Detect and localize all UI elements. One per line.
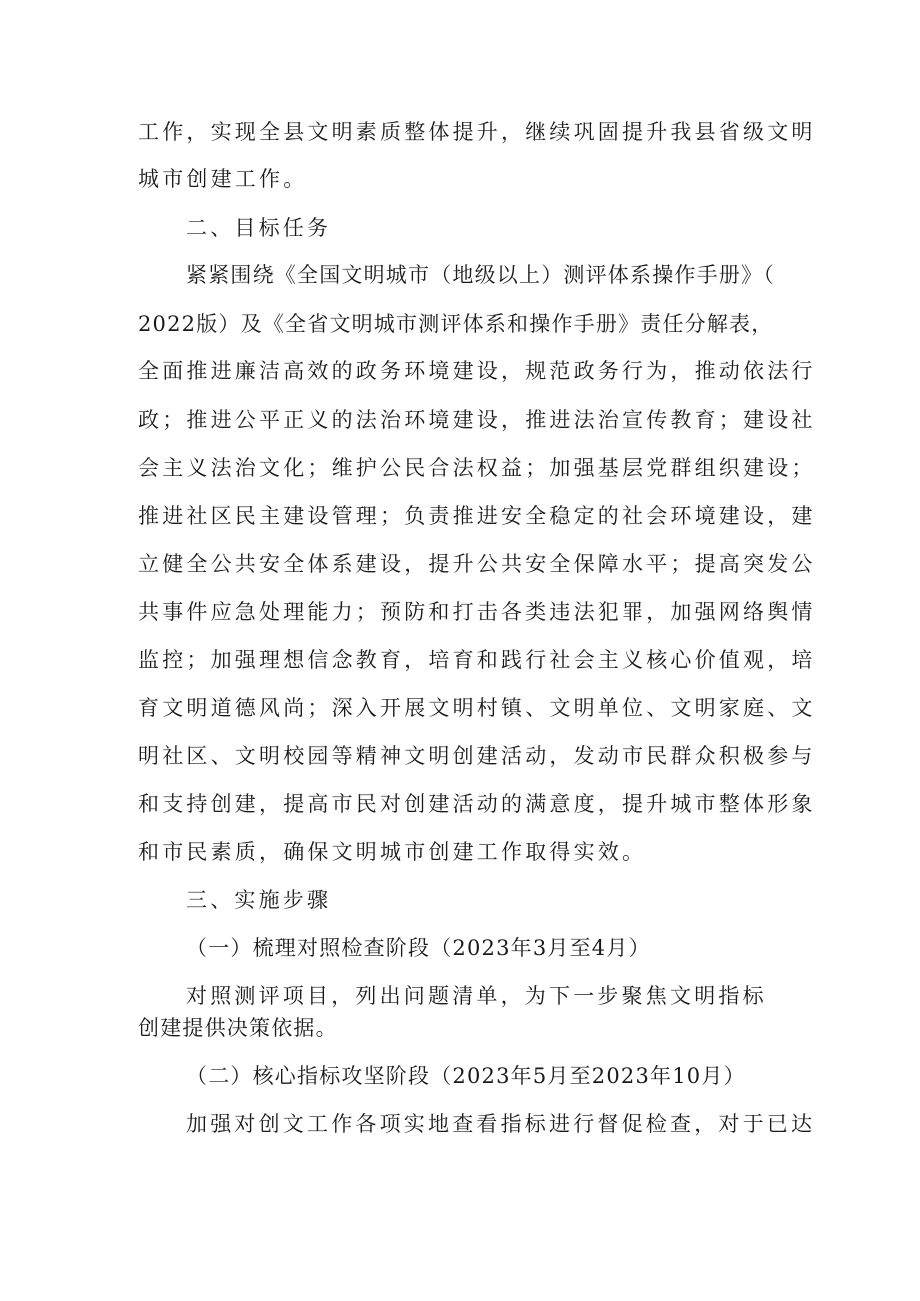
paragraph-line: 政；推进公平正义的法治环境建设，推进法治宣传教育；建设社 xyxy=(138,408,816,432)
paragraph-line: 工作，实现全县文明素质整体提升，继续巩固提升我县省级文明 xyxy=(138,120,816,144)
paragraph-line: 共事件应急处理能力；预防和打击各类违法犯罪，加强网络舆情 xyxy=(138,600,816,624)
paragraph-line: 全面推进廉洁高效的政务环境建设，规范政务行为，推动依法行 xyxy=(138,359,816,383)
paragraph-line: 和支持创建，提高市民对创建活动的满意度，提升城市整体形象 xyxy=(138,792,816,816)
paragraph-line: 和市民素质，确保文明城市创建工作取得实效。 xyxy=(138,840,647,864)
paragraph-line: 紧紧围绕《全国文明城市（地级以上）测评体系操作手册》（ xyxy=(186,263,775,287)
section-heading-goals: 二、目标任务 xyxy=(186,216,332,240)
section-heading-steps: 三、实施步骤 xyxy=(186,888,332,912)
paragraph-line: 明社区、文明校园等精神文明创建活动，发动市民群众积极参与 xyxy=(138,744,816,768)
paragraph-line: 对照测评项目，列出问题清单，为下一步聚焦文明指标 xyxy=(186,984,767,1008)
paragraph-line: 会主义法治文化；维护公民合法权益；加强基层党群组织建设； xyxy=(138,456,816,480)
paragraph-line: 育文明道德风尚；深入开展文明村镇、文明单位、文明家庭、文 xyxy=(138,696,816,720)
subsection-heading-core: （二）核心指标攻坚阶段（2023年5月至2023年10月） xyxy=(186,1064,746,1088)
paragraph-line: 城市创建工作。 xyxy=(138,167,308,191)
paragraph-line: 立健全公共安全体系建设，提升公共安全保障水平；提高突发公 xyxy=(138,552,816,576)
paragraph-line: 监控；加强理想信念教育，培育和践行社会主义核心价值观，培 xyxy=(138,648,816,672)
paragraph-line: 推进社区民主建设管理；负责推进安全稳定的社会环境建设，建 xyxy=(138,504,816,528)
subsection-heading-review: （一）梳理对照检查阶段（2023年3月至4月） xyxy=(186,936,651,960)
paragraph-line: 创建提供决策依据。 xyxy=(138,1016,338,1040)
paragraph-line: 加强对创文工作各项实地查看指标进行督促检查，对于已达 xyxy=(186,1112,816,1136)
paragraph-line: 2022版）及《全省文明城市测评体系和操作手册》责任分解表， xyxy=(138,312,774,336)
